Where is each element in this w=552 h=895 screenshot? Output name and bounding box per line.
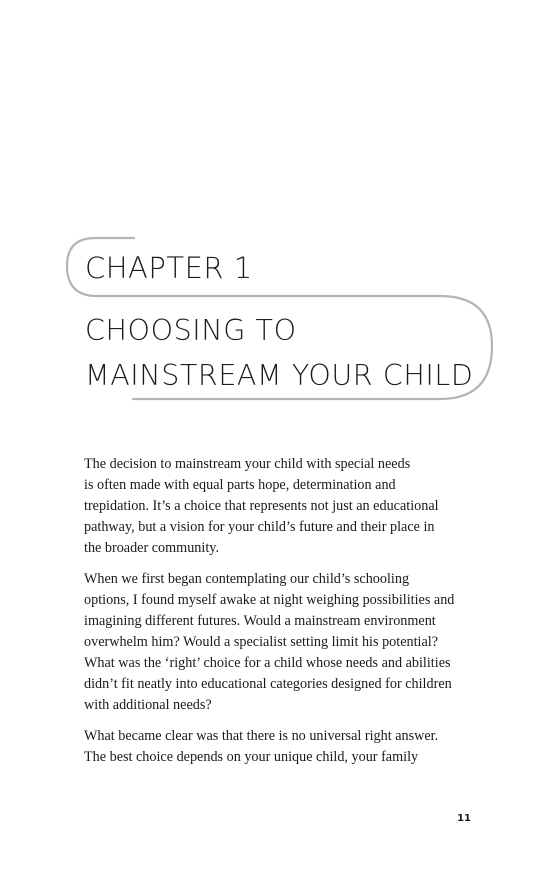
chapter-label: CHAPTER 1 xyxy=(85,251,253,285)
chapter-title-line: MAINSTREAM YOUR CHILD xyxy=(85,359,474,392)
text-line: trepidation. It’s a choice that represents not just an educational xyxy=(84,498,439,514)
text-line: pathway, but a vision for your child’s future and their place in xyxy=(84,519,435,535)
text-line: What became clear was that there is no universal right answer. xyxy=(84,728,439,744)
text-line: is often made with equal parts hope, determination and xyxy=(84,477,396,493)
paragraph xyxy=(84,726,479,768)
text-line: options, I found myself awake at night weighing possibilities and xyxy=(84,592,455,608)
text-line: imagining different futures. Would a mainstream environment xyxy=(84,613,436,629)
chapter-title xyxy=(85,308,485,398)
paragraph xyxy=(84,454,479,559)
text-line: When we first began contemplating our child’s schooling xyxy=(84,571,410,587)
text-line: with additional needs? xyxy=(84,697,212,713)
text-line: overwhelm him? Would a specialist setting limit his potential? xyxy=(84,634,439,650)
text-line: The best choice depends on your unique child, your family xyxy=(84,749,419,765)
text-line: The decision to mainstream your child with special needs xyxy=(84,456,411,472)
paragraph xyxy=(84,569,479,716)
text-line: didn’t fit neatly into educational categories designed for children xyxy=(84,676,452,692)
page-number: 11 xyxy=(457,813,471,824)
chapter-title-line: CHOOSING TO xyxy=(85,314,297,347)
text-line: the broader community. xyxy=(84,540,220,556)
chapter-body-text xyxy=(84,454,479,778)
text-line: What was the ‘right’ choice for a child whose needs and abilities xyxy=(84,655,451,671)
